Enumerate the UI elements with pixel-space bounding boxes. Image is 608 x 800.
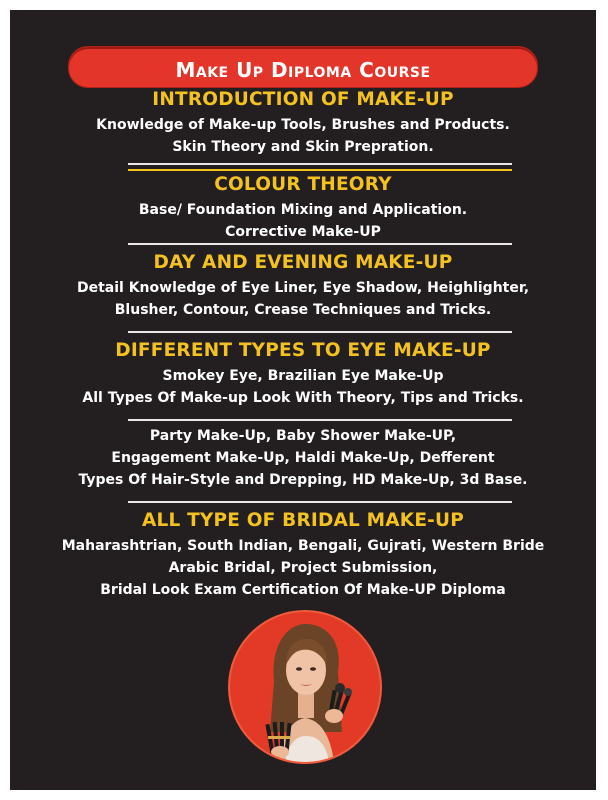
section-line: Party Make-Up, Baby Shower Make-UP, [149,428,457,444]
section-line: Engagement Make-Up, Haldi Make-Up, Defferent [111,450,495,466]
section-line: Maharashtrian, South Indian, Bengali, Gujrati, Western Bride [61,538,545,554]
divider [128,163,512,165]
section-heading: ALL TYPE OF BRIDAL MAKE-UP [141,510,465,531]
model-portrait [228,610,382,764]
section-bridal [10,509,596,601]
section-line: Arabic Bridal, Project Submission, [168,560,438,576]
section-day-evening [10,251,596,321]
course-poster [10,10,596,790]
section-introduction [10,88,596,158]
section-heading: COLOUR THEORY [214,174,392,195]
section-line: Types Of Hair-Style and Drepping, HD Make-Up, 3d Base. [78,472,528,488]
section-heading: INTRODUCTION OF MAKE-UP [152,89,454,110]
section-line: Skin Theory and Skin Prepration. [172,139,434,155]
model-photo-illustration [230,612,380,762]
divider [128,243,512,245]
section-heading: DAY AND EVENING MAKE-UP [153,252,453,273]
section-line: Base/ Foundation Mixing and Application. [138,202,468,218]
divider [128,419,512,421]
section-line: Blusher, Contour, Crease Techniques and Tricks. [114,302,492,318]
section-line: Smokey Eye, Brazilian Eye Make-Up [162,368,444,384]
course-title: Make Up Diploma Course [175,58,431,82]
divider [128,169,512,171]
divider [128,501,512,503]
section-heading: DIFFERENT TYPES TO EYE MAKE-UP [115,340,491,361]
divider [128,331,512,333]
section-colour-theory [10,173,596,243]
section-line: Knowledge of Make-up Tools, Brushes and Products. [96,117,510,133]
section-line: Bridal Look Exam Certification Of Make-UP Diploma [100,582,506,598]
section-line: Detail Knowledge of Eye Liner, Eye Shadow, Heighlighter, [76,280,530,296]
section-line: All Types Of Make-up Look With Theory, Tips and Tricks. [82,390,524,406]
section-line: Corrective Make-UP [225,224,381,240]
section-party-makeup [10,425,596,491]
section-eye-makeup [10,339,596,409]
